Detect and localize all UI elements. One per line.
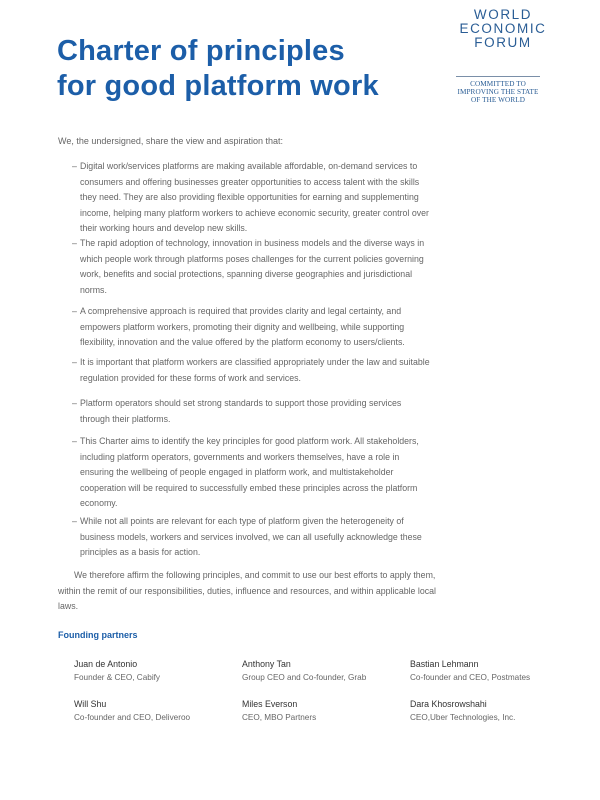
partner-role: Founder & CEO, Cabify [74,673,161,682]
partners-heading: Founding partners [58,630,138,640]
list-item [72,159,432,237]
page-title [57,34,379,104]
partner-name: Bastian Lehmann [410,659,479,669]
bullet-text: Digital work/services platforms are making available affordable, on-demand services to consumers and offering businesses greater opportunities to access talent with the skills they need. They are also providing flexible opportunities for earning and supplementing income, helping many platform workers to achieve economic security, greater control over their working hours and develop new skills. [80,161,429,233]
partner-entry [242,697,402,725]
intro-text: We, the undersigned, share the view and aspiration that: [58,136,283,146]
logo-word-2: ECONOMIC [459,21,547,36]
bullet-dash: – [72,398,77,408]
bullet-dash: – [72,161,77,171]
partner-entry [242,657,402,685]
partner-name: Anthony Tan [242,659,291,669]
partner-entry [410,697,570,725]
partner-role: Co-founder and CEO, Deliveroo [74,713,191,722]
list-item [72,514,432,561]
logo-tagline-3: OF THE WORLD [470,96,526,104]
logo-tagline-2: IMPROVING THE STATE [457,88,539,96]
partner-role: Co-founder and CEO, Postmates [410,673,531,682]
bullet-dash: – [72,516,77,526]
partner-role: Group CEO and Co-founder, Grab [242,673,367,682]
list-item [72,355,432,386]
logo-word-3: FORUM [474,35,532,50]
list-item [72,236,432,298]
bullet-text: The rapid adoption of technology, innovation in business models and the diverse ways in which people work through platforms poses challenges for the current policies governing work, benefits and social protections, spanning diverse geographies and jurisdictional norms. [80,238,425,295]
partner-entry [74,657,234,685]
list-item [72,396,432,427]
bullet-dash: – [72,436,77,446]
bullet-dash: – [72,357,77,367]
page-title-line-2: for good platform work [57,70,379,102]
list-item [72,434,432,512]
partner-entry [410,657,570,685]
bullet-dash: – [72,306,77,316]
bullet-dash: – [72,238,77,248]
bullet-text: It is important that platform workers are classified appropriately under the law and suitable regulation provided for these forms of work and services. [80,357,430,383]
page-title-line-1: Charter of principles [57,35,345,67]
list-item [72,304,432,351]
partner-name: Juan de Antonio [74,659,138,669]
partner-name: Will Shu [74,699,107,709]
wef-logo [448,8,558,104]
logo-tagline [456,76,540,104]
bullet-text: Platform operators should set strong standards to support those providing services through their platforms. [80,398,402,424]
partner-entry [74,697,234,725]
partner-role: CEO,Uber Technologies, Inc. [410,713,516,722]
bullet-text: While not all points are relevant for each type of platform given the heterogeneity of business models, workers and services involved, we can all usefully acknowledge these principles as a basis for action. [80,516,422,557]
partner-name: Dara Khosrowshahi [410,699,487,709]
logo-tagline-1: COMMITTED TO [470,80,526,88]
partner-name: Miles Everson [242,699,298,709]
bullet-text: This Charter aims to identify the key principles for good platform work. All stakeholders, including platform operators, governments and workers themselves, have a role in ensuring the wellbeing of people engaged in platform work, and multistakeholder cooperation will be required to successfully embed these principles across the platform economy. [80,436,419,508]
affirmation-text: We therefore affirm the following principles, and commit to use our best efforts to apply them, within the remit of our responsibilities, duties, influence and resources, and within applicable local laws. [58,570,436,611]
bullet-text: A comprehensive approach is required that provides clarity and legal certainty, and empowers platform workers, promoting their dignity and wellbeing, while supporting flexibility, innovation and the value offered by the platform economy to users/clients. [80,306,405,347]
partner-role: CEO, MBO Partners [242,713,317,722]
logo-word-1: WORLD [473,7,533,22]
